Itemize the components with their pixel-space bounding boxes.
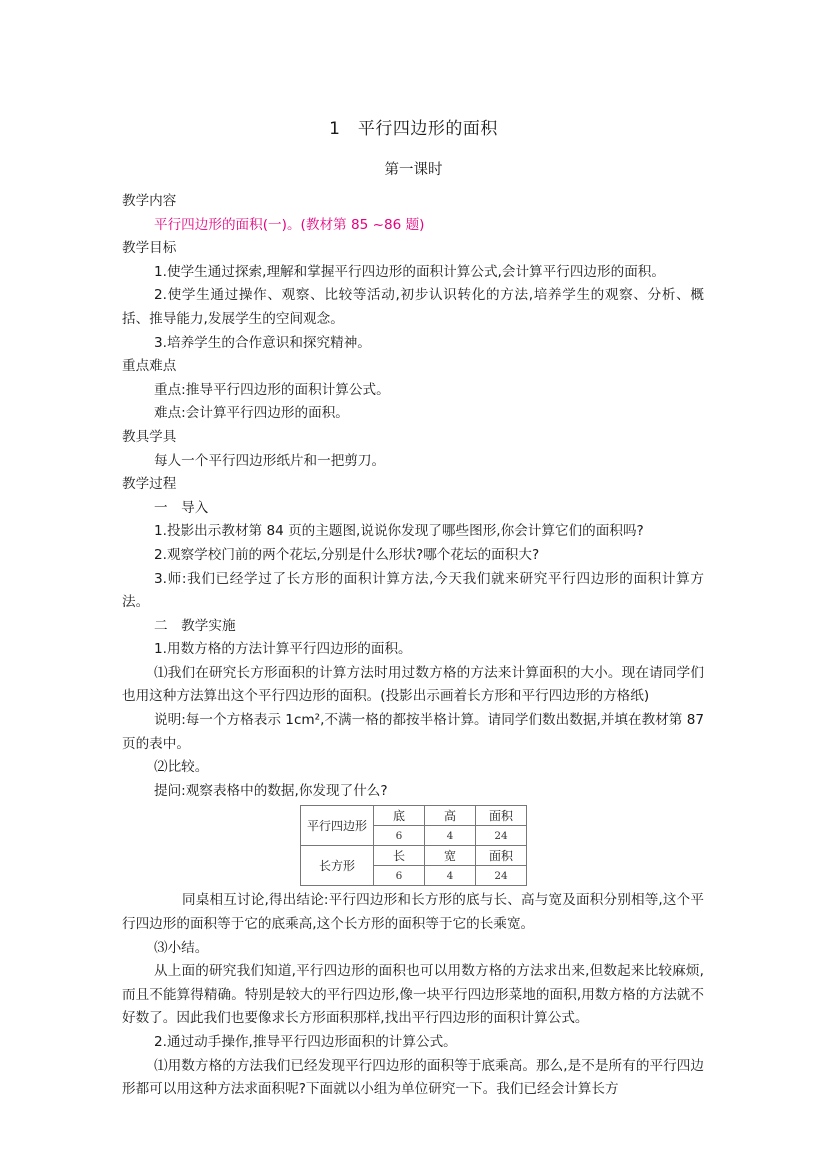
difficult-point: 难点:会计算平行四边形的面积。 [154,405,349,422]
heading-key-points: 重点难点 [122,358,177,375]
table-row [301,846,527,866]
header-width: 宽 [425,846,476,866]
page-title: 1 平行四边形的面积 [329,119,498,139]
heading-tools: 教具学具 [122,428,177,445]
key-point: 重点:推导平行四边形的面积计算公式。 [154,381,390,398]
step-2-item-1: 1.用数方格的方法计算平行四边形的面积。 [154,641,412,658]
tools-text: 每人一个平行四边形纸片和一把剪刀。 [154,452,386,469]
lesson-subtitle: 第一课时 [384,162,443,178]
header-length: 长 [374,846,425,866]
value-area: 24 [476,866,527,886]
row-label-rectangle: 长方形 [301,846,374,886]
header-base: 底 [374,806,425,826]
heading-process: 教学过程 [122,476,177,493]
value-base: 6 [374,826,425,846]
step-1-item-2: 2.观察学校门前的两个花坛,分别是什么形状?哪个花坛的面积大? [154,546,540,563]
comparison-table [300,805,527,886]
step-2-heading: 二 教学实施 [154,617,236,634]
content-text: 平行四边形的面积(一)。(教材第 85 ~86 题) [154,216,425,233]
step-2-item-2: ⑵比较。 [154,759,209,776]
step-2-conclusion: 同桌相互讨论,得出结论:平行四边形和长方形的底与长、高与宽及面积分别相等,这个平行四边形的面积等于它的底乘高,这个长方形的面积等于它的长乘宽。 [122,892,704,933]
header-area: 面积 [476,846,527,866]
table-row [301,806,527,826]
lesson-body [122,190,704,1102]
goal-2: 2.使学生通过操作、观察、比较等活动,初步认识转化的方法,培养学生的观察、分析、概括、推导能力,发展学生的空间观念。 [122,287,704,327]
value-height: 4 [425,826,476,846]
step-2-item-3: ⑶小结。 [154,939,209,956]
step-1-item-3: 3.师:我们已经学过了长方形的面积计算方法,今天我们就来研究平行四边形的面积计算方法。 [122,570,704,611]
goal-3: 3.培养学生的合作意识和探究精神。 [154,334,371,351]
step-1-heading: 一 导入 [154,499,209,516]
row-label-parallelogram: 平行四边形 [301,806,374,846]
heading-content: 教学内容 [122,193,177,209]
step-3-heading: 2.通过动手操作,推导平行四边形面积的计算公式。 [154,1034,457,1050]
value-area: 24 [476,826,527,846]
step-2-item-1a: ⑴我们在研究长方形面积的计算方法时用过数方格的方法来计算面积的大小。现在请同学们也用这种方法算出这个平行四边形的面积。(投影出示画着长方形和平行四边形的方格纸) [122,664,704,705]
step-1-item-1: 1.投影出示教材第 84 页的主题图,说说你发现了哪些图形,你会计算它们的面积吗? [154,523,644,540]
value-length: 6 [374,866,425,886]
step-3-item-1: ⑴用数方格的方法我们已经发现平行四边形的面积等于底乘高。那么,是不是所有的平行四边形都可以用这种方法求面积呢?下面就以小组为单位研究一下。我们已经会计算长方 [122,1057,704,1098]
step-2-item-1b: 说明:每一个方格表示 1cm²,不满一格的都按半格计算。请同学们数出数据,并填在教材第 87 页的表中。 [122,712,704,752]
step-2-question: 提问:观察表格中的数据,你发现了什么? [154,782,388,799]
header-area: 面积 [476,806,527,826]
value-width: 4 [425,866,476,886]
goal-1: 1.使学生通过探索,理解和掌握平行四边形的面积计算公式,会计算平行四边形的面积。 [154,263,665,280]
heading-goals: 教学目标 [122,240,177,257]
step-2-summary: 从上面的研究我们知道,平行四边形的面积也可以用数方格的方法求出来,但数起来比较麻烦,而且不能算得精确。特别是较大的平行四边形,像一块平行四边形菜地的面积,用数方格的方法就不好数了。因此我们也要像求长方形面积那样,找出平行四边形的面积计算公式。 [122,963,704,1027]
header-height: 高 [425,806,476,826]
